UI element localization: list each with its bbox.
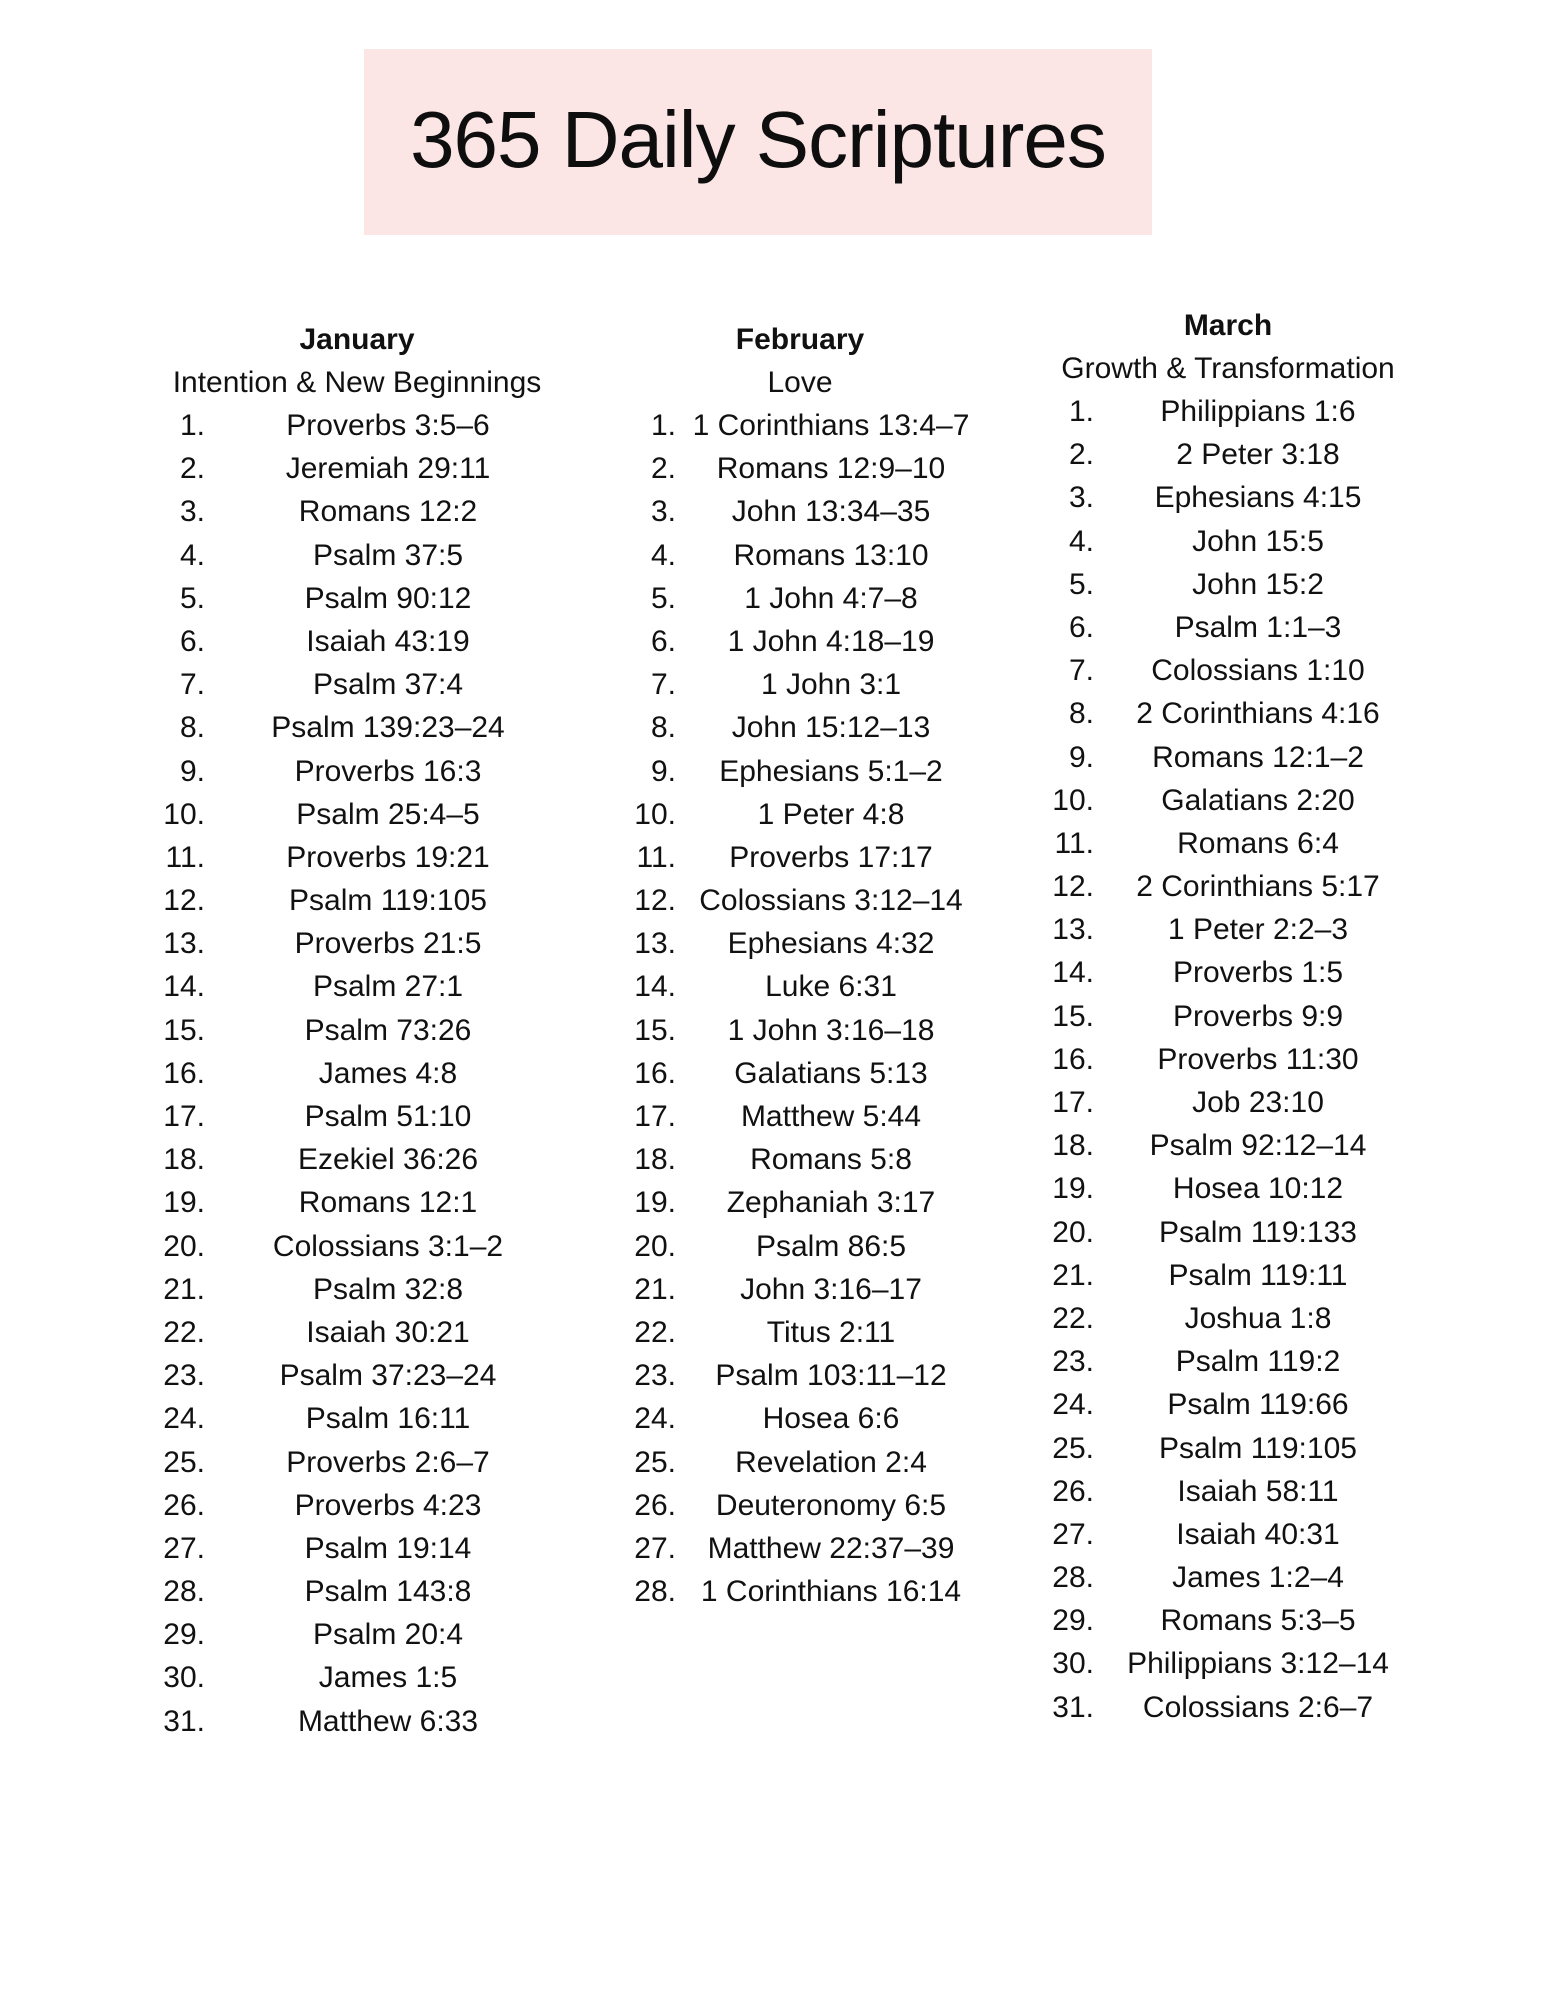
list-item <box>998 822 1458 865</box>
day-number: 11. <box>636 840 676 874</box>
month-theme: Love <box>767 366 833 399</box>
list-item <box>998 692 1458 735</box>
scripture-reference: Psalm 37:4 <box>312 668 464 702</box>
scripture-reference: Proverbs 3:5–6 <box>286 409 490 442</box>
day-number: 7. <box>650 668 676 702</box>
list-item <box>127 447 587 490</box>
scripture-reference: Psalm 119:11 <box>1168 1258 1348 1292</box>
list-item <box>998 520 1458 563</box>
day-number: 6. <box>179 624 205 658</box>
list-item <box>570 1570 1030 1613</box>
scripture-reference: Psalm 119:105 <box>1159 1431 1357 1465</box>
list-item <box>998 606 1458 649</box>
scripture-reference: Proverbs 21:5 <box>294 927 482 961</box>
scripture-reference: 1 Corinthians 13:4–7 <box>692 409 970 442</box>
list-item <box>570 490 1030 533</box>
list-item <box>998 1470 1458 1513</box>
scripture-reference: Ephesians 5:1–2 <box>719 754 943 788</box>
list-item <box>998 865 1458 908</box>
scripture-reference: Colossians 1:10 <box>1151 654 1365 688</box>
day-number: 24. <box>1052 1388 1094 1422</box>
scripture-reference: John 15:5 <box>1192 524 1324 558</box>
day-number: 19. <box>163 1186 205 1220</box>
scripture-reference: Psalm 119:66 <box>1167 1388 1349 1422</box>
scripture-reference: Psalm 143:8 <box>304 1575 472 1609</box>
verse-list <box>127 404 587 1743</box>
scripture-reference: Galatians 5:13 <box>734 1056 928 1090</box>
scripture-reference: Romans 5:8 <box>750 1143 912 1177</box>
scripture-reference: Romans 12:2 <box>298 495 478 529</box>
day-number: 10. <box>634 797 676 831</box>
list-item <box>570 1009 1030 1052</box>
day-number: 17. <box>163 1100 205 1133</box>
verse-list <box>998 390 1458 1729</box>
day-number: 18. <box>1052 1129 1094 1163</box>
scripture-reference: 2 Corinthians 4:16 <box>1136 697 1380 731</box>
list-item <box>127 922 587 965</box>
scripture-reference: Proverbs 4:23 <box>294 1488 482 1522</box>
scripture-reference: Psalm 119:133 <box>1159 1215 1357 1249</box>
scripture-reference: Titus 2:11 <box>766 1315 896 1349</box>
day-number: 14. <box>634 970 676 1004</box>
day-number: 13. <box>1052 913 1094 947</box>
list-item <box>570 879 1030 922</box>
scripture-reference: Matthew 22:37–39 <box>707 1531 955 1565</box>
day-number: 5. <box>179 581 205 615</box>
day-number: 7. <box>179 668 205 702</box>
list-item <box>570 1354 1030 1397</box>
day-number: 11. <box>1054 826 1094 860</box>
list-item <box>127 1397 587 1440</box>
scripture-reference: Job 23:10 <box>1192 1086 1324 1119</box>
day-number: 5. <box>1068 567 1094 601</box>
scripture-reference: Proverbs 16:3 <box>294 754 482 788</box>
scripture-reference: 1 John 3:16–18 <box>727 1013 935 1047</box>
day-number: 28. <box>634 1575 676 1609</box>
list-item <box>127 490 587 533</box>
list-item <box>570 1527 1030 1570</box>
scripture-reference: James 4:8 <box>318 1056 458 1090</box>
list-item <box>998 1556 1458 1599</box>
day-number: 25. <box>634 1445 676 1479</box>
day-number: 27. <box>163 1531 205 1565</box>
list-item <box>127 836 587 879</box>
list-item <box>570 1138 1030 1181</box>
list-item <box>127 1656 587 1699</box>
scripture-reference: Hosea 10:12 <box>1172 1172 1344 1206</box>
day-number: 25. <box>163 1445 205 1479</box>
list-item <box>570 706 1030 749</box>
list-item <box>127 750 587 793</box>
list-item <box>127 663 587 706</box>
list-item <box>998 995 1458 1038</box>
scripture-reference: John 15:2 <box>1192 567 1324 601</box>
scripture-reference: Romans 5:3–5 <box>1160 1604 1356 1638</box>
day-number: 26. <box>1052 1474 1094 1508</box>
list-item <box>127 879 587 922</box>
list-item <box>127 1527 587 1570</box>
list-item <box>127 706 587 749</box>
day-number: 12. <box>163 884 205 918</box>
day-number: 16. <box>1052 1042 1094 1076</box>
scripture-reference: Hosea 6:6 <box>762 1402 900 1436</box>
day-number: 1. <box>1068 395 1094 428</box>
list-item <box>127 1052 587 1095</box>
list-item <box>570 577 1030 620</box>
day-number: 3. <box>179 495 205 529</box>
scripture-reference: Deuteronomy 6:5 <box>715 1488 947 1522</box>
day-number: 11. <box>165 840 205 874</box>
list-item <box>570 447 1030 490</box>
list-item <box>998 1038 1458 1081</box>
scripture-reference: Ezekiel 36:26 <box>297 1143 479 1177</box>
day-number: 16. <box>634 1056 676 1090</box>
day-number: 27. <box>634 1531 676 1565</box>
scripture-reference: Psalm 73:26 <box>304 1013 472 1047</box>
list-item <box>570 750 1030 793</box>
day-number: 8. <box>650 711 676 745</box>
list-item <box>570 1311 1030 1354</box>
day-number: 12. <box>1052 870 1094 904</box>
list-item <box>127 1268 587 1311</box>
day-number: 29. <box>163 1618 205 1652</box>
list-item <box>998 476 1458 519</box>
month-theme: Intention & New Beginnings <box>172 366 542 399</box>
list-item <box>570 1095 1030 1138</box>
day-number: 8. <box>1068 697 1094 731</box>
scripture-reference: Proverbs 11:30 <box>1157 1042 1359 1076</box>
day-number: 15. <box>163 1013 205 1047</box>
list-item <box>127 793 587 836</box>
scripture-reference: Psalm 119:2 <box>1175 1345 1341 1379</box>
day-number: 21. <box>634 1272 676 1306</box>
scripture-reference: Proverbs 17:17 <box>729 840 933 874</box>
title-banner <box>364 49 1152 235</box>
scripture-reference: Galatians 2:20 <box>1161 783 1355 817</box>
day-number: 10. <box>163 797 205 831</box>
scripture-reference: Revelation 2:4 <box>735 1445 927 1479</box>
day-number: 9. <box>1068 740 1094 774</box>
day-number: 1. <box>650 409 676 442</box>
month-heading: February <box>735 323 865 356</box>
scripture-reference: Psalm 103:11–12 <box>715 1359 947 1393</box>
list-item <box>127 1613 587 1656</box>
list-item <box>570 534 1030 577</box>
list-item <box>998 908 1458 951</box>
list-item <box>570 663 1030 706</box>
list-item <box>998 1642 1458 1685</box>
scripture-reference: Romans 13:10 <box>733 538 929 572</box>
list-item <box>127 1311 587 1354</box>
scripture-reference: 2 Peter 3:18 <box>1176 438 1340 472</box>
list-item <box>998 1686 1458 1729</box>
day-number: 19. <box>634 1186 676 1220</box>
list-item <box>570 836 1030 879</box>
scripture-reference: 1 John 3:1 <box>760 668 902 702</box>
day-number: 14. <box>1052 956 1094 990</box>
scripture-reference: Psalm 37:5 <box>312 538 464 572</box>
day-number: 5. <box>650 581 676 615</box>
list-item <box>570 1052 1030 1095</box>
list-item <box>127 1700 587 1743</box>
list-item <box>998 1211 1458 1254</box>
list-item <box>570 1181 1030 1224</box>
scripture-reference: 1 Peter 2:2–3 <box>1167 913 1349 947</box>
day-number: 6. <box>1068 610 1094 644</box>
scripture-reference: Psalm 139:23–24 <box>271 711 505 745</box>
scripture-reference: Romans 12:1–2 <box>1152 740 1364 774</box>
scripture-reference: John 15:12–13 <box>731 711 931 745</box>
day-number: 22. <box>634 1315 676 1349</box>
page-title: 365 Daily Scriptures <box>410 95 1106 184</box>
day-number: 22. <box>1052 1301 1094 1335</box>
list-item <box>570 1441 1030 1484</box>
day-number: 9. <box>179 754 205 788</box>
scripture-reference: Colossians 3:1–2 <box>272 1229 504 1263</box>
list-item <box>127 577 587 620</box>
list-item <box>570 620 1030 663</box>
month-heading: January <box>299 323 415 356</box>
scripture-reference: John 3:16–17 <box>740 1272 922 1306</box>
day-number: 20. <box>1052 1215 1094 1249</box>
list-item <box>998 1383 1458 1426</box>
month-heading: March <box>1183 309 1273 342</box>
day-number: 17. <box>1052 1086 1094 1119</box>
scripture-reference: Isaiah 40:31 <box>1176 1517 1340 1551</box>
day-number: 26. <box>163 1488 205 1522</box>
day-number: 2. <box>179 452 205 486</box>
list-item <box>127 1138 587 1181</box>
verse-list <box>570 404 1030 1613</box>
day-number: 22. <box>163 1315 205 1349</box>
list-item <box>998 1297 1458 1340</box>
scripture-reference: Jeremiah 29:11 <box>285 452 491 486</box>
scripture-reference: James 1:2–4 <box>1172 1561 1344 1595</box>
list-item <box>570 1225 1030 1268</box>
scripture-reference: Proverbs 1:5 <box>1172 956 1344 990</box>
scripture-reference: Ephesians 4:15 <box>1154 481 1362 515</box>
day-number: 29. <box>1052 1604 1094 1638</box>
day-number: 15. <box>1052 999 1094 1033</box>
list-item <box>127 1009 587 1052</box>
scripture-reference: Philippians 1:6 <box>1160 395 1356 428</box>
day-number: 3. <box>1068 481 1094 515</box>
list-item <box>570 1484 1030 1527</box>
list-item <box>127 965 587 1008</box>
scripture-reference: Colossians 2:6–7 <box>1142 1690 1374 1724</box>
scripture-reference: Psalm 25:4–5 <box>296 797 480 831</box>
list-item <box>998 1124 1458 1167</box>
scripture-reference: Luke 6:31 <box>765 970 897 1004</box>
list-item <box>570 965 1030 1008</box>
scripture-reference: Psalm 27:1 <box>312 970 464 1004</box>
scripture-reference: Ephesians 4:32 <box>727 927 935 961</box>
scripture-reference: 2 Corinthians 5:17 <box>1136 870 1380 904</box>
scripture-reference: Psalm 1:1–3 <box>1174 610 1342 644</box>
scripture-reference: Zephaniah 3:17 <box>726 1186 936 1220</box>
day-number: 17. <box>634 1100 676 1133</box>
scripture-reference: Psalm 32:8 <box>312 1272 464 1306</box>
list-item <box>998 736 1458 779</box>
day-number: 3. <box>650 495 676 529</box>
list-item <box>127 1095 587 1138</box>
scripture-reference: Psalm 20:4 <box>312 1618 464 1652</box>
list-item <box>127 1181 587 1224</box>
list-item <box>570 404 1030 447</box>
day-number: 26. <box>634 1488 676 1522</box>
day-number: 23. <box>634 1359 676 1393</box>
scripture-reference: Psalm 16:11 <box>305 1402 471 1436</box>
day-number: 13. <box>634 927 676 961</box>
day-number: 12. <box>634 884 676 918</box>
scripture-reference: Romans 6:4 <box>1177 826 1339 860</box>
day-number: 2. <box>1068 438 1094 472</box>
scripture-reference: Romans 12:1 <box>298 1186 478 1220</box>
day-number: 21. <box>163 1272 205 1306</box>
list-item <box>127 1354 587 1397</box>
list-item <box>998 649 1458 692</box>
list-item <box>998 563 1458 606</box>
day-number: 30. <box>163 1661 205 1695</box>
list-item <box>127 1484 587 1527</box>
list-item <box>998 779 1458 822</box>
scripture-reference: Isaiah 58:11 <box>1177 1474 1339 1508</box>
day-number: 18. <box>163 1143 205 1177</box>
day-number: 31. <box>1052 1690 1094 1724</box>
scripture-reference: Proverbs 19:21 <box>286 840 490 874</box>
scripture-reference: Psalm 119:105 <box>289 884 487 918</box>
scripture-reference: Proverbs 9:9 <box>1172 999 1344 1033</box>
day-number: 28. <box>163 1575 205 1609</box>
list-item <box>998 1340 1458 1383</box>
list-item <box>570 922 1030 965</box>
list-item <box>570 1268 1030 1311</box>
day-number: 23. <box>1052 1345 1094 1379</box>
day-number: 15. <box>634 1013 676 1047</box>
scripture-reference: Colossians 3:12–14 <box>699 884 963 918</box>
day-number: 8. <box>179 711 205 745</box>
day-number: 13. <box>163 927 205 961</box>
list-item <box>998 1513 1458 1556</box>
scripture-reference: Psalm 51:10 <box>304 1100 472 1133</box>
list-item <box>570 793 1030 836</box>
scripture-reference: John 13:34–35 <box>731 495 931 529</box>
day-number: 25. <box>1052 1431 1094 1465</box>
list-item <box>998 1254 1458 1297</box>
list-item <box>127 620 587 663</box>
day-number: 4. <box>179 538 205 572</box>
list-item <box>127 1225 587 1268</box>
day-number: 2. <box>650 452 676 486</box>
day-number: 20. <box>634 1229 676 1263</box>
day-number: 10. <box>1052 783 1094 817</box>
scripture-reference: Psalm 92:12–14 <box>1149 1129 1367 1163</box>
scripture-reference: 1 Peter 4:8 <box>757 797 905 831</box>
scripture-reference: Isaiah 43:19 <box>306 624 470 658</box>
scripture-reference: 1 Corinthians 16:14 <box>700 1575 962 1609</box>
scripture-reference: Matthew 6:33 <box>297 1704 479 1738</box>
day-number: 1. <box>179 409 205 442</box>
scripture-reference: Proverbs 2:6–7 <box>286 1445 490 1479</box>
day-number: 6. <box>650 624 676 658</box>
day-number: 16. <box>163 1056 205 1090</box>
scripture-reference: Matthew 5:44 <box>740 1100 922 1133</box>
day-number: 19. <box>1052 1172 1094 1206</box>
scripture-reference: Philippians 3:12–14 <box>1127 1647 1389 1681</box>
day-number: 27. <box>1052 1517 1094 1551</box>
day-number: 31. <box>163 1704 205 1738</box>
day-number: 4. <box>650 538 676 572</box>
scripture-reference: Psalm 19:14 <box>304 1531 472 1565</box>
scripture-reference: 1 John 4:7–8 <box>744 581 918 615</box>
list-item <box>998 1167 1458 1210</box>
list-item <box>127 534 587 577</box>
scripture-reference: 1 John 4:18–19 <box>727 624 935 658</box>
day-number: 30. <box>1052 1647 1094 1681</box>
list-item <box>127 1570 587 1613</box>
day-number: 24. <box>163 1402 205 1436</box>
scripture-reference: Isaiah 30:21 <box>306 1315 470 1349</box>
list-item <box>127 1441 587 1484</box>
scripture-reference: James 1:5 <box>318 1661 458 1695</box>
list-item <box>998 1081 1458 1124</box>
day-number: 4. <box>1068 524 1094 558</box>
day-number: 18. <box>634 1143 676 1177</box>
list-item <box>998 951 1458 994</box>
month-theme: Growth & Transformation <box>1061 352 1395 385</box>
day-number: 14. <box>163 970 205 1004</box>
list-item <box>998 1599 1458 1642</box>
scripture-reference: Psalm 37:23–24 <box>279 1359 497 1393</box>
list-item <box>570 1397 1030 1440</box>
day-number: 28. <box>1052 1561 1094 1595</box>
scripture-reference: Romans 12:9–10 <box>716 452 946 486</box>
day-number: 24. <box>634 1402 676 1436</box>
day-number: 23. <box>163 1359 205 1393</box>
day-number: 9. <box>650 754 676 788</box>
day-number: 7. <box>1068 654 1094 688</box>
list-item <box>998 390 1458 433</box>
list-item <box>998 433 1458 476</box>
scripture-reference: Joshua 1:8 <box>1184 1301 1332 1335</box>
list-item <box>127 404 587 447</box>
scripture-reference: Psalm 86:5 <box>755 1229 907 1263</box>
scripture-reference: Psalm 90:12 <box>304 581 472 615</box>
day-number: 21. <box>1052 1258 1094 1292</box>
list-item <box>998 1427 1458 1470</box>
day-number: 20. <box>163 1229 205 1263</box>
